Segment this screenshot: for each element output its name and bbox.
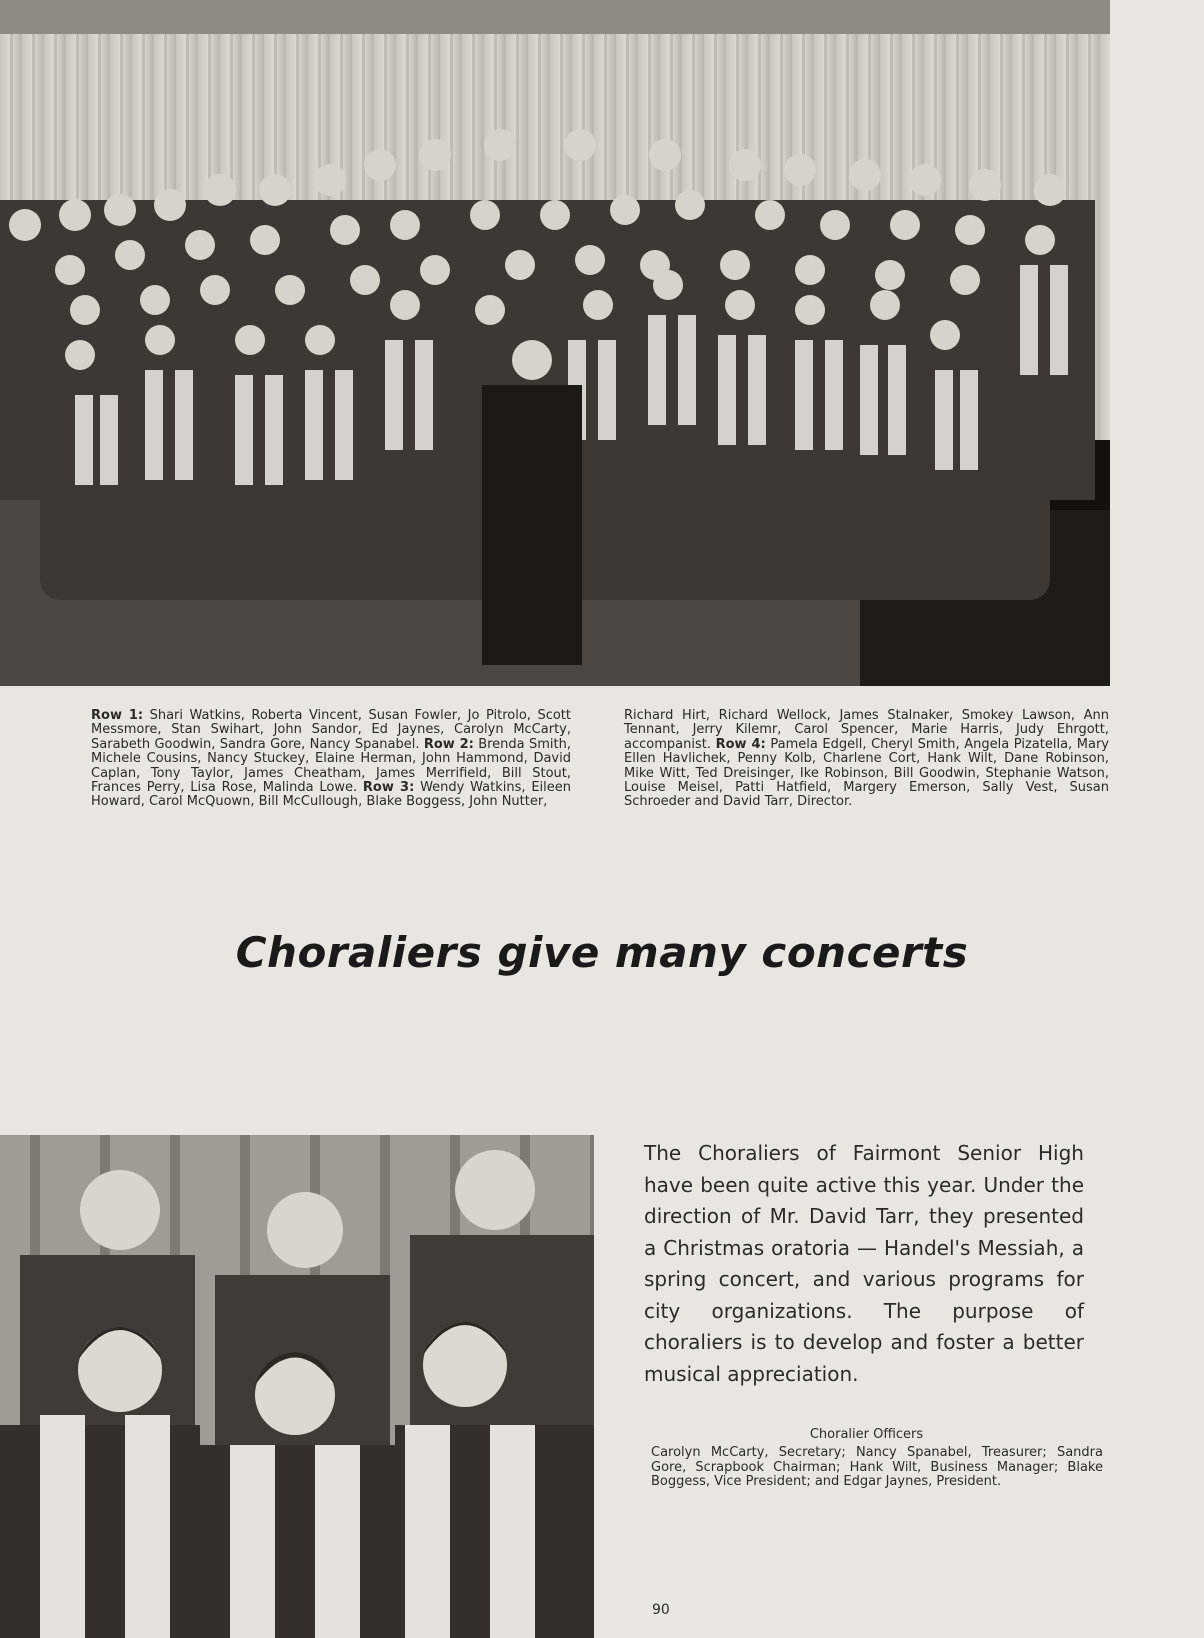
page-number: 90 (652, 1602, 670, 1618)
caption-right-column (624, 709, 1109, 810)
officers-list: Carolyn McCarty, Secretary; Nancy Spanabel, Treasurer; Sandra Gore, Scrapbook Chairman; Hank Wilt, Business Manager; Blake Boggess, Vice President; and Edgar Jaynes, President. (651, 1445, 1103, 1490)
row1-names: Shari Watkins, Roberta Vincent, Susan Fowler, Jo Pitrolo, Scott Messmore, Stan Swihart, John Sandor, Ed Jaynes, Carolyn McCarty, Sarabeth Goodwin, Sandra Gore, Nancy Spanabel. (91, 708, 571, 752)
page-headline: Choraliers give many concerts (235, 928, 969, 977)
row3-names-part1: Wendy Watkins, Eileen Howard, Carol McQuown, Bill McCullough, Blake Boggess, John Nutter, (91, 780, 571, 810)
row2-names: Brenda Smith, Michele Cousins, Nancy Stuckey, Elaine Herman, John Hammond, David Caplan, Tony Taylor, James Cheatham, James Merrifield, Bill Stout, Frances Perry, Lisa Rose, Malinda Lowe. (91, 736, 571, 796)
officers-heading: Choralier Officers (809, 1427, 924, 1442)
article-body: The Choraliers of Fairmont Senior High have been quite active this year. Under the direction of Mr. David Tarr, they presented a Christmas oratoria — Handel's Messiah, a spring concert, and various programs for city organizations. The purpose of choraliers is to develop and foster a better musical appreciation. (644, 1141, 1084, 1386)
row4-names: Pamela Edgell, Cheryl Smith, Angela Pizatella, Mary Ellen Havlichek, Penny Kolb, Charlene Cort, Hank Wilt, Dane Robinson, Mike Witt, Ted Dreisinger, Ike Robinson, Bill Goodwin, Stephanie Watson, Louise Meisel, Patti Hatfield, Margery Emerson, Sally Vest, Susan Schroeder and David Tarr, Director. (624, 736, 1109, 810)
caption-left-column (91, 709, 571, 810)
row4-label: Row 4: (715, 736, 766, 752)
officers-photo (0, 1135, 594, 1638)
officers-photo-image (0, 1135, 594, 1638)
row2-label: Row 2: (423, 736, 474, 752)
choir-group-photo (0, 0, 1110, 686)
choir-group-photo-image (0, 0, 1110, 686)
row3-names-part2: Richard Hirt, Richard Wellock, James Stalnaker, Smokey Lawson, Ann Tennant, Jerry Kilemr, Carol Spencer, Marie Harris, Judy Ehrgott, accompanist. (624, 708, 1109, 752)
row3-label: Row 3: (362, 780, 415, 796)
row1-label: Row 1: (91, 708, 144, 723)
